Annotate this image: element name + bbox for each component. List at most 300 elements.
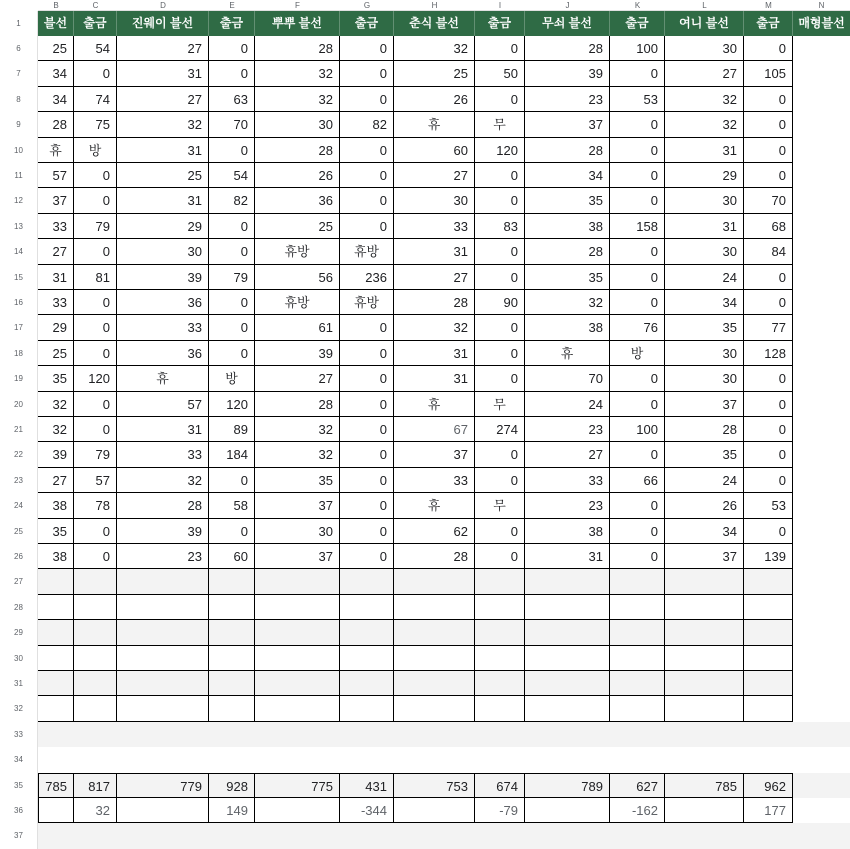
table-cell[interactable]: 0 <box>475 442 525 467</box>
empty-cell[interactable] <box>340 671 394 696</box>
table-cell[interactable]: 28 <box>394 290 475 315</box>
row-number[interactable]: 22 <box>0 442 38 467</box>
header-cell[interactable]: 뿌뿌 블선 <box>255 11 340 36</box>
header-cell[interactable]: 출금 <box>610 11 665 36</box>
table-cell[interactable]: 32 <box>255 442 340 467</box>
difference-cell[interactable]: -79 <box>475 798 525 823</box>
table-cell[interactable]: 33 <box>38 214 74 239</box>
table-cell[interactable]: 38 <box>525 214 610 239</box>
table-cell[interactable]: 25 <box>255 214 340 239</box>
table-cell[interactable]: 38 <box>525 519 610 544</box>
table-cell[interactable]: 30 <box>117 239 209 264</box>
table-cell[interactable]: 78 <box>74 493 117 518</box>
row-number[interactable]: 17 <box>0 315 38 340</box>
difference-cell[interactable]: -344 <box>340 798 394 823</box>
table-cell[interactable]: 27 <box>117 87 209 112</box>
table-cell[interactable]: 36 <box>117 290 209 315</box>
table-cell[interactable]: 70 <box>525 366 610 391</box>
row-number[interactable]: 23 <box>0 468 38 493</box>
table-cell[interactable]: 70 <box>744 188 793 213</box>
table-cell[interactable]: 0 <box>340 315 394 340</box>
table-cell[interactable]: 23 <box>525 493 610 518</box>
empty-cell[interactable] <box>744 696 793 721</box>
table-cell[interactable]: 0 <box>610 519 665 544</box>
table-cell[interactable]: 0 <box>475 188 525 213</box>
empty-cell[interactable] <box>117 671 209 696</box>
table-cell[interactable]: 28 <box>665 417 744 442</box>
table-cell[interactable]: 35 <box>38 366 74 391</box>
empty-cell[interactable] <box>665 595 744 620</box>
total-cell[interactable]: 789 <box>525 773 610 798</box>
header-cell[interactable]: 여니 블선 <box>665 11 744 36</box>
total-cell[interactable]: 753 <box>394 773 475 798</box>
row-number[interactable]: 25 <box>0 519 38 544</box>
header-cell[interactable]: 출금 <box>74 11 117 36</box>
table-cell[interactable]: 23 <box>525 417 610 442</box>
row-number[interactable]: 12 <box>0 188 38 213</box>
table-cell[interactable]: 128 <box>744 341 793 366</box>
table-cell[interactable]: 31 <box>525 544 610 569</box>
empty-cell[interactable] <box>340 696 394 721</box>
table-cell[interactable]: 37 <box>38 188 74 213</box>
table-cell[interactable]: 26 <box>255 163 340 188</box>
empty-cell[interactable] <box>117 696 209 721</box>
table-cell[interactable]: 35 <box>525 188 610 213</box>
empty-cell[interactable] <box>74 646 117 671</box>
empty-cell[interactable] <box>394 646 475 671</box>
difference-cell[interactable]: 32 <box>74 798 117 823</box>
empty-cell[interactable] <box>38 646 74 671</box>
table-cell[interactable]: 0 <box>610 239 665 264</box>
table-cell[interactable]: 31 <box>38 265 74 290</box>
table-cell[interactable]: 75 <box>74 112 117 137</box>
table-cell[interactable]: 100 <box>610 417 665 442</box>
table-cell[interactable]: 0 <box>610 112 665 137</box>
table-cell[interactable]: 0 <box>74 239 117 264</box>
table-cell[interactable]: 28 <box>255 392 340 417</box>
row-number-1[interactable]: 1 <box>0 11 38 36</box>
difference-cell[interactable]: 177 <box>744 798 793 823</box>
empty-cell[interactable] <box>610 696 665 721</box>
row-number[interactable]: 15 <box>0 265 38 290</box>
empty-cell[interactable] <box>340 569 394 594</box>
total-cell[interactable]: 627 <box>610 773 665 798</box>
table-cell[interactable]: 0 <box>340 214 394 239</box>
row-number[interactable]: 29 <box>0 620 38 645</box>
empty-cell[interactable] <box>209 671 255 696</box>
column-header-g[interactable]: G <box>340 0 394 11</box>
empty-cell[interactable] <box>38 595 74 620</box>
empty-cell[interactable] <box>665 569 744 594</box>
table-cell[interactable]: 28 <box>255 36 340 61</box>
empty-cell[interactable] <box>117 646 209 671</box>
table-cell[interactable]: 28 <box>525 36 610 61</box>
column-header-m[interactable]: M <box>744 0 793 11</box>
table-cell[interactable]: 56 <box>255 265 340 290</box>
table-cell[interactable]: 33 <box>525 468 610 493</box>
table-cell[interactable]: 휴 <box>394 493 475 518</box>
table-cell[interactable]: 0 <box>340 366 394 391</box>
table-cell[interactable]: 54 <box>74 36 117 61</box>
table-cell[interactable]: 0 <box>475 544 525 569</box>
table-cell[interactable]: 79 <box>74 442 117 467</box>
table-cell[interactable]: 158 <box>610 214 665 239</box>
table-cell[interactable]: 53 <box>744 493 793 518</box>
table-cell[interactable]: 32 <box>117 112 209 137</box>
table-cell[interactable]: 62 <box>394 519 475 544</box>
table-cell[interactable]: 휴 <box>38 138 74 163</box>
row-number[interactable]: 8 <box>0 87 38 112</box>
row-number[interactable]: 34 <box>0 747 38 772</box>
table-cell[interactable]: 35 <box>665 315 744 340</box>
row-number[interactable]: 18 <box>0 341 38 366</box>
table-cell[interactable]: 휴 <box>394 112 475 137</box>
table-cell[interactable]: 57 <box>74 468 117 493</box>
table-cell[interactable]: 29 <box>665 163 744 188</box>
table-cell[interactable]: 30 <box>665 188 744 213</box>
table-cell[interactable]: 35 <box>665 442 744 467</box>
table-cell[interactable]: 24 <box>525 392 610 417</box>
row-number[interactable]: 30 <box>0 646 38 671</box>
column-header-e[interactable]: E <box>209 0 255 11</box>
table-cell[interactable]: 105 <box>744 61 793 86</box>
table-cell[interactable]: 61 <box>255 315 340 340</box>
table-cell[interactable]: 0 <box>74 341 117 366</box>
table-cell[interactable]: 79 <box>209 265 255 290</box>
table-cell[interactable]: 휴 <box>394 392 475 417</box>
table-cell[interactable]: 0 <box>475 163 525 188</box>
table-cell[interactable]: 0 <box>74 315 117 340</box>
difference-cell[interactable] <box>394 798 475 823</box>
table-cell[interactable]: 휴방 <box>255 239 340 264</box>
table-cell[interactable]: 0 <box>74 163 117 188</box>
empty-cell[interactable] <box>610 620 665 645</box>
table-cell[interactable]: 37 <box>665 392 744 417</box>
table-cell[interactable]: 0 <box>209 341 255 366</box>
table-cell[interactable]: 0 <box>610 442 665 467</box>
header-cell[interactable]: 출금 <box>744 11 793 36</box>
table-cell[interactable]: 26 <box>394 87 475 112</box>
table-cell[interactable]: 39 <box>38 442 74 467</box>
total-cell[interactable]: 817 <box>74 773 117 798</box>
table-cell[interactable]: 184 <box>209 442 255 467</box>
table-cell[interactable]: 0 <box>610 290 665 315</box>
empty-cell[interactable] <box>475 671 525 696</box>
row-number[interactable]: 33 <box>0 722 38 747</box>
table-cell[interactable]: 휴방 <box>340 290 394 315</box>
table-cell[interactable]: 25 <box>394 61 475 86</box>
header-cell[interactable]: 출금 <box>209 11 255 36</box>
empty-cell[interactable] <box>394 595 475 620</box>
row-number[interactable]: 9 <box>0 112 38 137</box>
empty-cell[interactable] <box>340 620 394 645</box>
table-cell[interactable]: 23 <box>117 544 209 569</box>
table-cell[interactable]: 25 <box>117 163 209 188</box>
row-number[interactable]: 27 <box>0 569 38 594</box>
table-cell[interactable]: 0 <box>74 188 117 213</box>
empty-cell[interactable] <box>744 671 793 696</box>
row-number[interactable]: 6 <box>0 36 38 61</box>
empty-cell[interactable] <box>525 646 610 671</box>
empty-cell[interactable] <box>610 646 665 671</box>
table-cell[interactable]: 0 <box>744 112 793 137</box>
table-cell[interactable]: 37 <box>525 112 610 137</box>
empty-cell[interactable] <box>38 569 74 594</box>
table-cell[interactable]: 27 <box>525 442 610 467</box>
table-cell[interactable]: 31 <box>117 61 209 86</box>
table-cell[interactable]: 24 <box>665 468 744 493</box>
table-cell[interactable]: 39 <box>255 341 340 366</box>
table-cell[interactable]: 무 <box>475 112 525 137</box>
table-cell[interactable]: 236 <box>340 265 394 290</box>
table-cell[interactable]: 32 <box>394 315 475 340</box>
table-cell[interactable]: 0 <box>744 366 793 391</box>
table-cell[interactable]: 32 <box>255 87 340 112</box>
table-cell[interactable]: 32 <box>665 112 744 137</box>
table-cell[interactable]: 29 <box>117 214 209 239</box>
table-cell[interactable]: 0 <box>744 163 793 188</box>
table-cell[interactable]: 0 <box>610 163 665 188</box>
table-cell[interactable]: 32 <box>38 392 74 417</box>
table-cell[interactable]: 0 <box>340 544 394 569</box>
empty-cell[interactable] <box>255 696 340 721</box>
difference-cell[interactable]: -162 <box>610 798 665 823</box>
row-number[interactable]: 37 <box>0 823 38 848</box>
table-cell[interactable]: 32 <box>255 417 340 442</box>
empty-cell[interactable] <box>744 620 793 645</box>
table-cell[interactable]: 0 <box>610 188 665 213</box>
empty-cell[interactable] <box>744 646 793 671</box>
empty-cell[interactable] <box>255 620 340 645</box>
table-cell[interactable]: 휴 <box>525 341 610 366</box>
table-cell[interactable]: 31 <box>117 417 209 442</box>
row-number[interactable]: 36 <box>0 798 38 823</box>
table-cell[interactable]: 28 <box>525 239 610 264</box>
table-cell[interactable]: 34 <box>665 519 744 544</box>
table-cell[interactable]: 0 <box>744 290 793 315</box>
table-cell[interactable]: 25 <box>38 341 74 366</box>
column-header-c[interactable]: C <box>74 0 117 11</box>
table-cell[interactable]: 0 <box>744 265 793 290</box>
table-cell[interactable]: 방 <box>74 138 117 163</box>
header-cell[interactable]: 출금 <box>340 11 394 36</box>
row-number[interactable]: 35 <box>0 773 38 798</box>
column-header-l[interactable]: L <box>665 0 744 11</box>
table-cell[interactable]: 0 <box>340 468 394 493</box>
table-cell[interactable]: 28 <box>525 138 610 163</box>
table-cell[interactable]: 274 <box>475 417 525 442</box>
empty-cell[interactable] <box>525 620 610 645</box>
table-cell[interactable]: 30 <box>394 188 475 213</box>
table-cell[interactable]: 0 <box>340 138 394 163</box>
table-cell[interactable]: 35 <box>255 468 340 493</box>
table-cell[interactable]: 77 <box>744 315 793 340</box>
row-number[interactable]: 14 <box>0 239 38 264</box>
table-cell[interactable]: 방 <box>610 341 665 366</box>
row-number[interactable]: 13 <box>0 214 38 239</box>
table-cell[interactable]: 33 <box>394 468 475 493</box>
empty-cell[interactable] <box>610 569 665 594</box>
row-number[interactable]: 20 <box>0 392 38 417</box>
row-number[interactable]: 24 <box>0 493 38 518</box>
table-cell[interactable]: 79 <box>74 214 117 239</box>
column-header-k[interactable]: K <box>610 0 665 11</box>
table-cell[interactable]: 0 <box>610 61 665 86</box>
table-cell[interactable]: 32 <box>665 87 744 112</box>
difference-cell[interactable] <box>255 798 340 823</box>
empty-cell[interactable] <box>74 671 117 696</box>
row-number[interactable]: 32 <box>0 696 38 721</box>
table-cell[interactable]: 57 <box>117 392 209 417</box>
table-cell[interactable]: 76 <box>610 315 665 340</box>
table-cell[interactable]: 31 <box>394 239 475 264</box>
table-cell[interactable]: 82 <box>340 112 394 137</box>
empty-cell[interactable] <box>255 595 340 620</box>
column-header-j[interactable]: J <box>525 0 610 11</box>
table-cell[interactable]: 0 <box>744 392 793 417</box>
row-number[interactable]: 10 <box>0 138 38 163</box>
table-cell[interactable]: 30 <box>665 36 744 61</box>
column-header-d[interactable]: D <box>117 0 209 11</box>
table-cell[interactable]: 휴 <box>117 366 209 391</box>
table-cell[interactable]: 0 <box>209 138 255 163</box>
column-header-f[interactable]: F <box>255 0 340 11</box>
empty-cell[interactable] <box>525 671 610 696</box>
empty-cell[interactable] <box>74 569 117 594</box>
empty-cell[interactable] <box>74 696 117 721</box>
table-cell[interactable]: 0 <box>74 61 117 86</box>
empty-cell[interactable] <box>255 569 340 594</box>
empty-cell[interactable] <box>744 595 793 620</box>
table-cell[interactable]: 0 <box>209 36 255 61</box>
table-cell[interactable]: 68 <box>744 214 793 239</box>
header-cell[interactable]: 출금 <box>475 11 525 36</box>
total-cell[interactable]: 431 <box>340 773 394 798</box>
table-cell[interactable]: 60 <box>209 544 255 569</box>
table-cell[interactable]: 120 <box>209 392 255 417</box>
empty-cell[interactable] <box>665 620 744 645</box>
empty-cell[interactable] <box>38 696 74 721</box>
table-cell[interactable]: 74 <box>74 87 117 112</box>
table-cell[interactable]: 39 <box>117 519 209 544</box>
table-cell[interactable]: 31 <box>117 188 209 213</box>
table-cell[interactable]: 35 <box>525 265 610 290</box>
table-cell[interactable]: 0 <box>340 519 394 544</box>
empty-cell[interactable] <box>117 620 209 645</box>
empty-cell[interactable] <box>525 569 610 594</box>
table-cell[interactable]: 0 <box>74 392 117 417</box>
empty-cell[interactable] <box>38 620 74 645</box>
empty-cell[interactable] <box>475 569 525 594</box>
table-cell[interactable]: 0 <box>744 138 793 163</box>
table-cell[interactable]: 39 <box>525 61 610 86</box>
table-cell[interactable]: 0 <box>744 417 793 442</box>
table-cell[interactable]: 30 <box>255 112 340 137</box>
table-cell[interactable]: 34 <box>665 290 744 315</box>
table-cell[interactable]: 33 <box>117 315 209 340</box>
table-cell[interactable]: 25 <box>38 36 74 61</box>
empty-cell[interactable] <box>209 595 255 620</box>
table-cell[interactable]: 0 <box>209 290 255 315</box>
table-cell[interactable]: 0 <box>340 36 394 61</box>
table-cell[interactable]: 0 <box>74 290 117 315</box>
table-cell[interactable]: 28 <box>117 493 209 518</box>
header-cell[interactable]: 진웨이 블선 <box>117 11 209 36</box>
table-cell[interactable]: 0 <box>74 417 117 442</box>
difference-cell[interactable] <box>38 798 74 823</box>
table-cell[interactable]: 27 <box>38 468 74 493</box>
table-cell[interactable]: 0 <box>340 188 394 213</box>
column-header-b[interactable]: B <box>38 0 74 11</box>
difference-cell[interactable] <box>525 798 610 823</box>
empty-cell[interactable] <box>475 646 525 671</box>
empty-cell[interactable] <box>209 569 255 594</box>
empty-cell[interactable] <box>117 595 209 620</box>
difference-cell[interactable] <box>117 798 209 823</box>
table-cell[interactable]: 38 <box>38 493 74 518</box>
table-cell[interactable]: 35 <box>38 519 74 544</box>
table-cell[interactable]: 24 <box>665 265 744 290</box>
table-cell[interactable]: 31 <box>117 138 209 163</box>
empty-cell[interactable] <box>38 671 74 696</box>
table-cell[interactable]: 27 <box>255 366 340 391</box>
empty-cell[interactable] <box>665 646 744 671</box>
table-cell[interactable]: 30 <box>665 239 744 264</box>
table-cell[interactable]: 90 <box>475 290 525 315</box>
table-cell[interactable]: 39 <box>117 265 209 290</box>
table-cell[interactable]: 31 <box>665 138 744 163</box>
empty-cell[interactable] <box>209 646 255 671</box>
table-cell[interactable]: 0 <box>744 442 793 467</box>
difference-cell[interactable]: 149 <box>209 798 255 823</box>
empty-cell[interactable] <box>610 671 665 696</box>
table-cell[interactable]: 89 <box>209 417 255 442</box>
table-cell[interactable]: 0 <box>209 61 255 86</box>
row-number[interactable]: 7 <box>0 61 38 86</box>
empty-cell[interactable] <box>394 671 475 696</box>
table-cell[interactable]: 0 <box>475 265 525 290</box>
table-cell[interactable]: 50 <box>475 61 525 86</box>
empty-cell[interactable] <box>475 696 525 721</box>
table-cell[interactable]: 82 <box>209 188 255 213</box>
table-cell[interactable]: 38 <box>38 544 74 569</box>
row-number[interactable]: 19 <box>0 366 38 391</box>
empty-cell[interactable] <box>610 595 665 620</box>
table-cell[interactable]: 0 <box>475 239 525 264</box>
row-number[interactable]: 26 <box>0 544 38 569</box>
table-cell[interactable]: 0 <box>475 87 525 112</box>
table-cell[interactable]: 28 <box>394 544 475 569</box>
table-cell[interactable]: 60 <box>394 138 475 163</box>
table-cell[interactable]: 0 <box>744 36 793 61</box>
table-cell[interactable]: 0 <box>475 341 525 366</box>
table-cell[interactable]: 84 <box>744 239 793 264</box>
table-cell[interactable]: 37 <box>665 544 744 569</box>
empty-cell[interactable] <box>340 646 394 671</box>
total-cell[interactable]: 785 <box>665 773 744 798</box>
column-header-n[interactable]: N <box>793 0 850 11</box>
table-cell[interactable]: 0 <box>475 468 525 493</box>
table-cell[interactable]: 0 <box>610 265 665 290</box>
empty-cell[interactable] <box>117 569 209 594</box>
table-cell[interactable]: 0 <box>610 138 665 163</box>
total-cell[interactable]: 779 <box>117 773 209 798</box>
table-cell[interactable]: 31 <box>394 341 475 366</box>
empty-cell[interactable] <box>525 696 610 721</box>
total-cell[interactable]: 928 <box>209 773 255 798</box>
row-number[interactable]: 31 <box>0 671 38 696</box>
empty-cell[interactable] <box>74 620 117 645</box>
